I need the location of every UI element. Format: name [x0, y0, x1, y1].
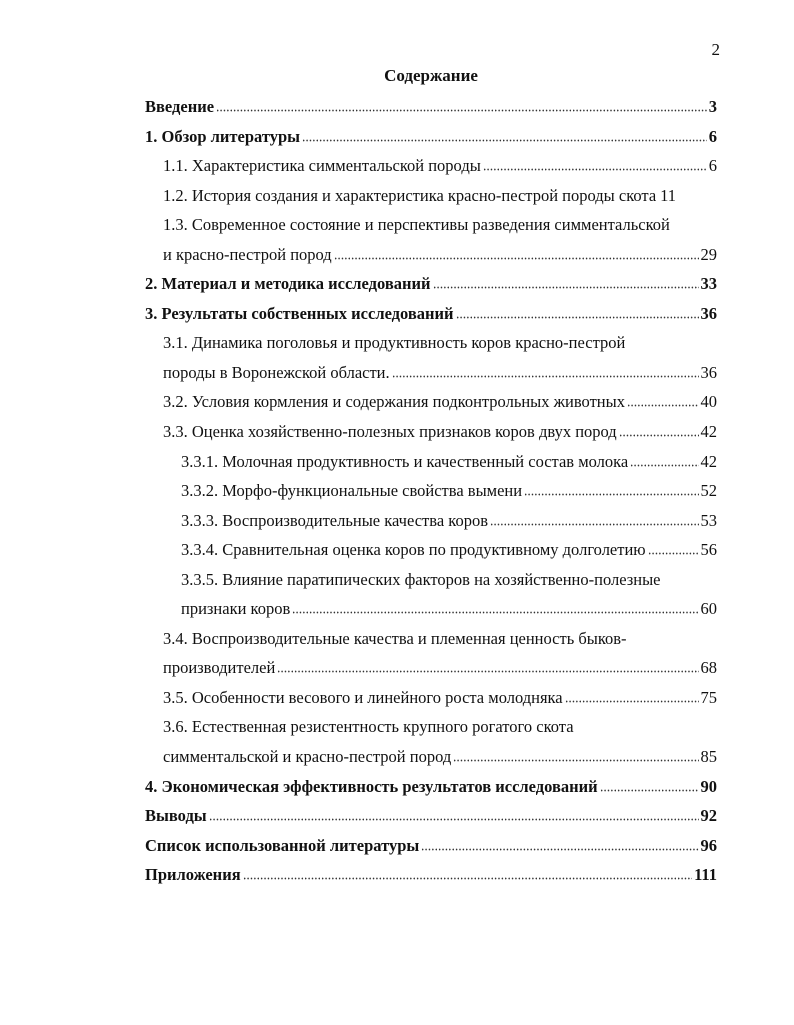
toc-entry-title: 1. Обзор литературы — [145, 126, 301, 146]
toc-entry — [145, 565, 717, 595]
toc-entry-title: 3.5. Особенности весового и линейного роста молодняка — [163, 687, 563, 707]
toc-entry-page: 42 — [700, 451, 717, 471]
dot-leader — [630, 453, 698, 467]
toc-entry-page: 36 — [700, 362, 717, 382]
toc-entry — [145, 860, 717, 890]
toc-entry-page: 33 — [700, 274, 717, 294]
toc-entry — [145, 328, 717, 358]
toc-entry — [145, 831, 717, 861]
toc-entry-title: 1.1. Характеристика симментальской породы — [163, 156, 481, 176]
toc-entry-page: 6 — [708, 126, 717, 146]
toc-entry-title: Приложения — [145, 865, 241, 885]
toc-entry-page: 68 — [700, 658, 717, 678]
dot-leader — [277, 659, 698, 673]
toc-entry — [145, 210, 717, 240]
toc-entry-page: 42 — [700, 422, 717, 442]
toc-entry-title: 3.1. Динамика поголовья и продуктивность коров красно-пестрой — [163, 333, 626, 353]
toc-entry-page: 52 — [700, 481, 717, 501]
toc-entry-title: симментальской и красно-пестрой пород — [163, 747, 452, 767]
toc-entry-title: породы в Воронежской области. — [163, 362, 390, 382]
toc-entry-page: 29 — [700, 244, 717, 264]
page-title: Содержание — [384, 66, 478, 85]
dot-leader — [453, 748, 698, 762]
dot-leader — [565, 689, 699, 703]
toc-entry-title: 1.3. Современное состояние и перспективы разведения симментальской — [163, 215, 670, 235]
toc-entry-page: 11 — [660, 185, 677, 205]
dot-leader — [292, 600, 698, 614]
dot-leader — [243, 866, 692, 880]
toc-entry — [145, 299, 717, 329]
toc-entry — [145, 122, 717, 152]
toc-entry-title: 3.6. Естественная резистентность крупного рогатого скота — [163, 717, 574, 737]
toc-entry-title: Выводы — [145, 806, 207, 826]
toc-entry-title: 3.2. Условия кормления и содержания подконтрольных животных — [163, 392, 625, 412]
toc-entry-title: 3.3. Оценка хозяйственно-полезных признаков коров двух пород — [163, 422, 617, 442]
toc-entry — [145, 535, 717, 565]
toc-entry-title: Введение — [145, 97, 215, 116]
table-of-contents — [145, 92, 717, 890]
toc-entry-page: 56 — [700, 540, 717, 560]
toc-entry-title: 3.4. Воспроизводительные качества и племенная ценность быков- — [163, 628, 627, 648]
toc-entry — [145, 772, 717, 802]
dot-leader — [627, 393, 699, 407]
toc-entry — [145, 447, 717, 477]
toc-entry — [145, 801, 717, 831]
toc-entry-page: 3 — [708, 97, 717, 116]
toc-entry-title: 4. Экономическая эффективность результатов исследований — [145, 776, 598, 796]
toc-entry-page: 90 — [700, 776, 717, 796]
toc-entry-page: 85 — [700, 747, 717, 767]
dot-leader — [209, 807, 699, 821]
toc-entry-title: производителей — [163, 658, 276, 678]
toc-entry — [145, 506, 717, 536]
toc-entry — [145, 92, 717, 122]
dot-leader — [392, 364, 699, 378]
dot-leader — [600, 778, 699, 792]
toc-entry — [145, 417, 717, 447]
dot-leader — [490, 512, 699, 526]
toc-entry — [145, 653, 717, 683]
toc-entry-page: 96 — [700, 835, 717, 855]
toc-entry-title: Список использованной литературы — [145, 835, 420, 855]
toc-entry-page: 75 — [700, 687, 717, 707]
toc-entry — [145, 151, 717, 181]
toc-entry-page: 36 — [700, 303, 717, 323]
toc-entry — [145, 683, 717, 713]
toc-entry-title: 1.2. История создания и характеристика красно-пестрой породы скота — [163, 185, 657, 205]
dot-leader — [334, 246, 699, 260]
toc-entry — [145, 358, 717, 388]
toc-entry — [145, 387, 717, 417]
toc-entry-page: 40 — [700, 392, 717, 412]
toc-entry-page: 60 — [700, 599, 717, 619]
toc-entry-page: 92 — [700, 806, 717, 826]
toc-entry-title: 3.3.1. Молочная продуктивность и качественный состав молока — [181, 451, 629, 471]
dot-leader — [483, 157, 707, 171]
dot-leader — [433, 275, 699, 289]
toc-entry-title: 3.3.2. Морфо-функциональные свойства вымени — [181, 481, 523, 501]
toc-entry — [145, 240, 717, 270]
toc-entry-page: 6 — [708, 156, 717, 176]
dot-leader — [216, 98, 707, 112]
toc-entry-title: признаки коров — [181, 599, 291, 619]
toc-entry — [145, 269, 717, 299]
toc-entry — [145, 181, 717, 211]
toc-entry — [145, 742, 717, 772]
dot-leader — [524, 482, 698, 496]
toc-entry-page: 111 — [694, 865, 717, 885]
toc-entry-title: 3. Результаты собственных исследований — [145, 303, 454, 323]
toc-entry-title: и красно-пестрой пород — [163, 244, 332, 264]
toc-entry-title: 2. Материал и методика исследований — [145, 274, 431, 294]
toc-entry — [145, 594, 717, 624]
dot-leader — [619, 423, 699, 437]
dot-leader — [421, 837, 698, 851]
toc-entry-page: 53 — [700, 510, 717, 530]
page-number: 2 — [711, 40, 720, 59]
toc-entry-title: 3.3.3. Воспроизводительные качества коров — [181, 510, 488, 530]
toc-entry-title: 3.3.5. Влияние паратипических факторов на хозяйственно-полезные — [181, 569, 661, 589]
dot-leader — [302, 128, 707, 142]
dot-leader — [648, 541, 699, 555]
toc-entry — [145, 712, 717, 742]
toc-entry-title: 3.3.4. Сравнительная оценка коров по продуктивному долголетию — [181, 540, 646, 560]
toc-entry — [145, 624, 717, 654]
toc-entry — [145, 476, 717, 506]
dot-leader — [456, 305, 699, 319]
